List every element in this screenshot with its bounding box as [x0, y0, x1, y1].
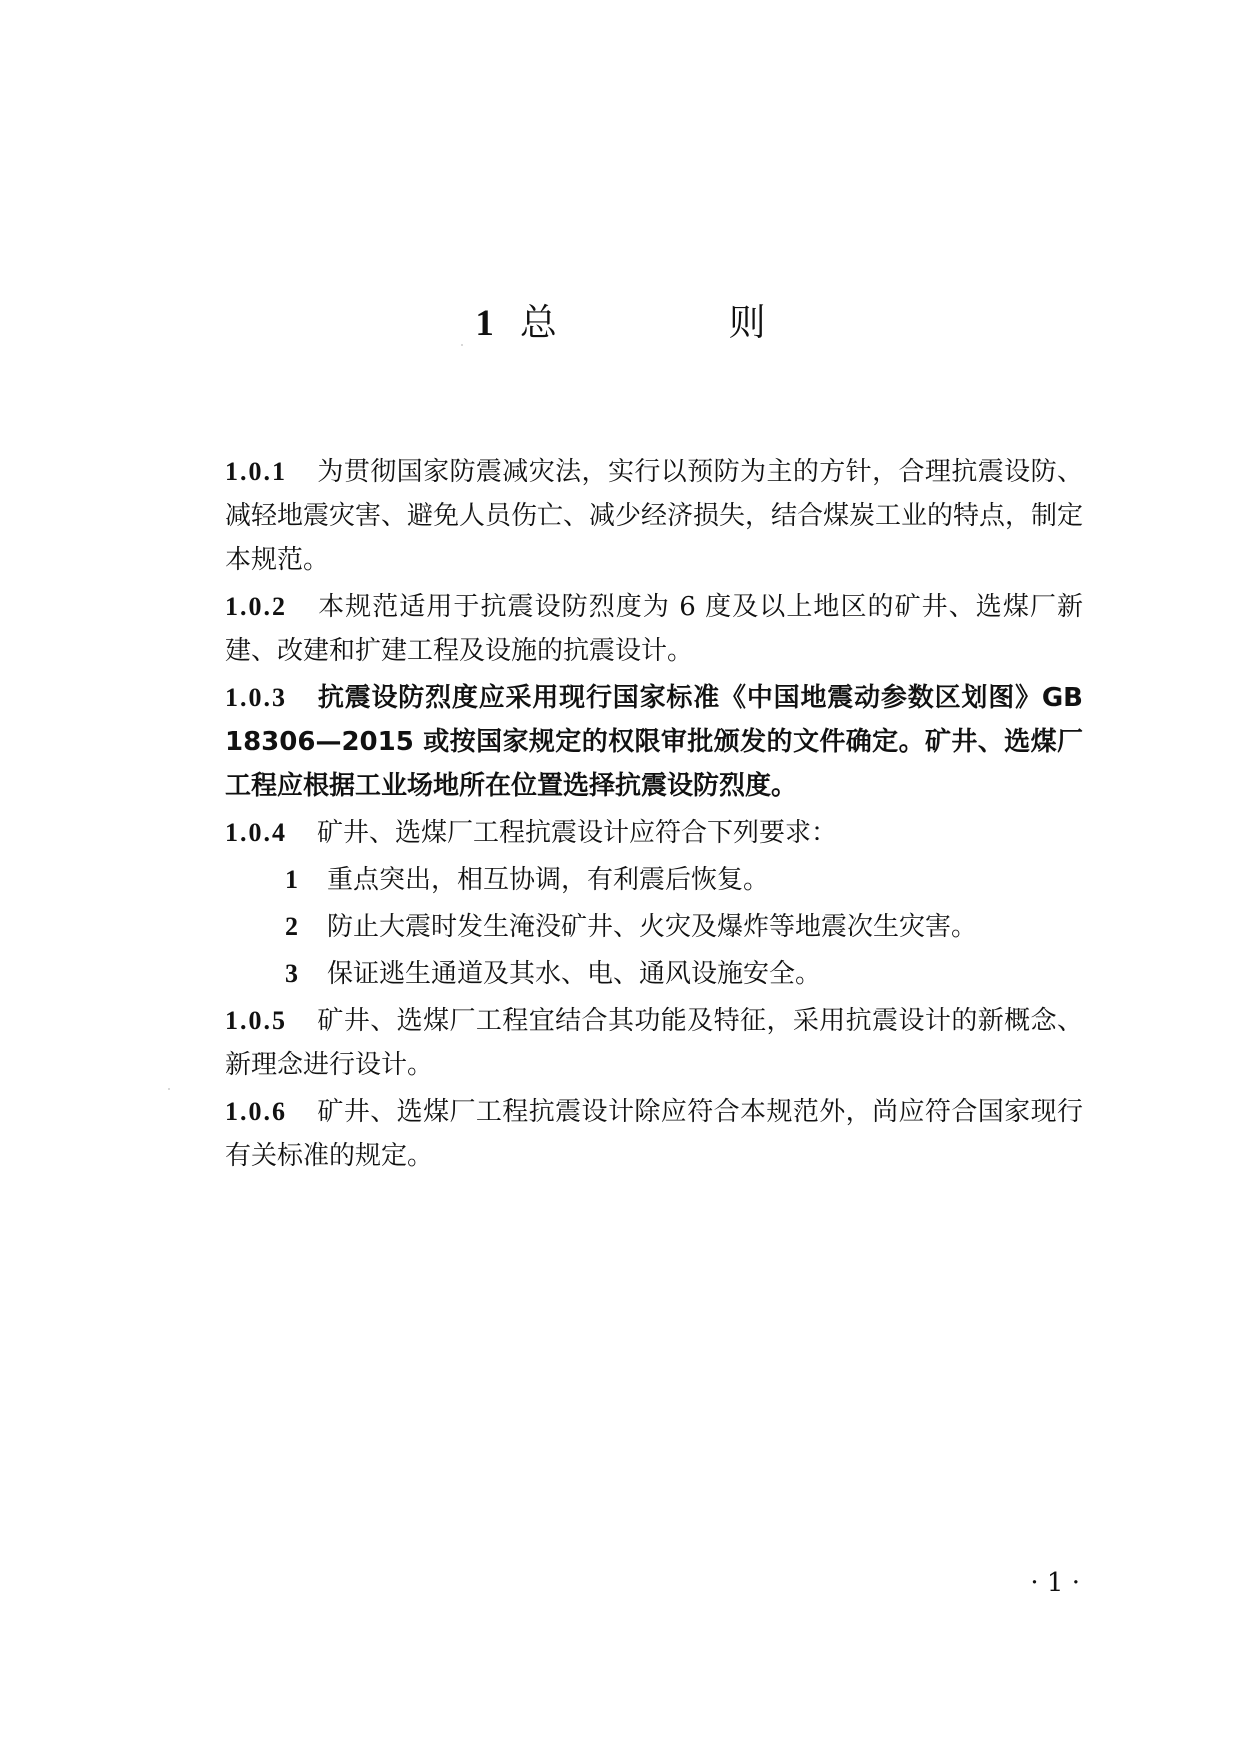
- clause-number: 1.0.1: [225, 457, 287, 486]
- clause-number: 1.0.3: [225, 683, 287, 712]
- clause-text: 为贯彻国家防震减灾法，实行以预防为主的方针，合理抗震设防、减轻地震灾害、避免人员伤亡、减少经济损失，结合煤炭工业的特点，制定本规范。: [225, 457, 1084, 575]
- clause-1-0-6: [225, 1090, 1083, 1178]
- list-item: [285, 952, 1083, 996]
- item-number: 3: [285, 959, 298, 988]
- clause-text: 本规范适用于抗震设防烈度为 6 度及以上地区的矿井、选煤厂新建、改建和扩建工程及设施的抗震设计。: [225, 592, 1083, 666]
- clause-number: 1.0.2: [225, 592, 287, 621]
- chapter-number: 1: [475, 303, 494, 344]
- page-number: · 1 ·: [1030, 1568, 1080, 1598]
- item-number: 1: [285, 865, 298, 894]
- body-text: [225, 450, 1083, 1181]
- clause-1-0-3: [225, 676, 1083, 808]
- clause-1-0-4: [225, 811, 1083, 855]
- item-number: 2: [285, 912, 298, 941]
- item-text: 重点突出，相互协调，有利震后恢复。: [327, 865, 770, 895]
- clause-1-0-5: [225, 999, 1083, 1087]
- scan-speck: [168, 1088, 170, 1090]
- item-text: 防止大震时发生淹没矿井、火灾及爆炸等地震次生灾害。: [327, 912, 978, 942]
- clause-number: 1.0.4: [225, 818, 287, 847]
- clause-1-0-1: [225, 450, 1083, 582]
- chapter-title-text: 总 则: [519, 301, 846, 344]
- scan-speck: [461, 344, 463, 346]
- clause-1-0-2: [225, 585, 1083, 673]
- clause-text: 矿井、选煤厂工程抗震设计除应符合本规范外，尚应符合国家现行有关标准的规定。: [225, 1097, 1083, 1171]
- clause-text: 抗震设防烈度应采用现行国家标准《中国地震动参数区划图》GB 18306—2015 或按国家规定的权限审批颁发的文件确定。矿井、选煤厂工程应根据工业场地所在位置选择抗震设防烈度。: [225, 683, 1083, 801]
- clause-text: 矿井、选煤厂工程抗震设计应符合下列要求：: [317, 818, 838, 848]
- clause-text: 矿井、选煤厂工程宜结合其功能及特征，采用抗震设计的新概念、新理念进行设计。: [225, 1006, 1083, 1080]
- list-item: [285, 858, 1083, 902]
- chapter-heading: [0, 298, 1241, 349]
- clause-number: 1.0.5: [225, 1006, 287, 1035]
- clause-number: 1.0.6: [225, 1097, 287, 1126]
- item-text: 保证逃生通道及其水、电、通风设施安全。: [327, 959, 822, 989]
- list-item: [285, 905, 1083, 949]
